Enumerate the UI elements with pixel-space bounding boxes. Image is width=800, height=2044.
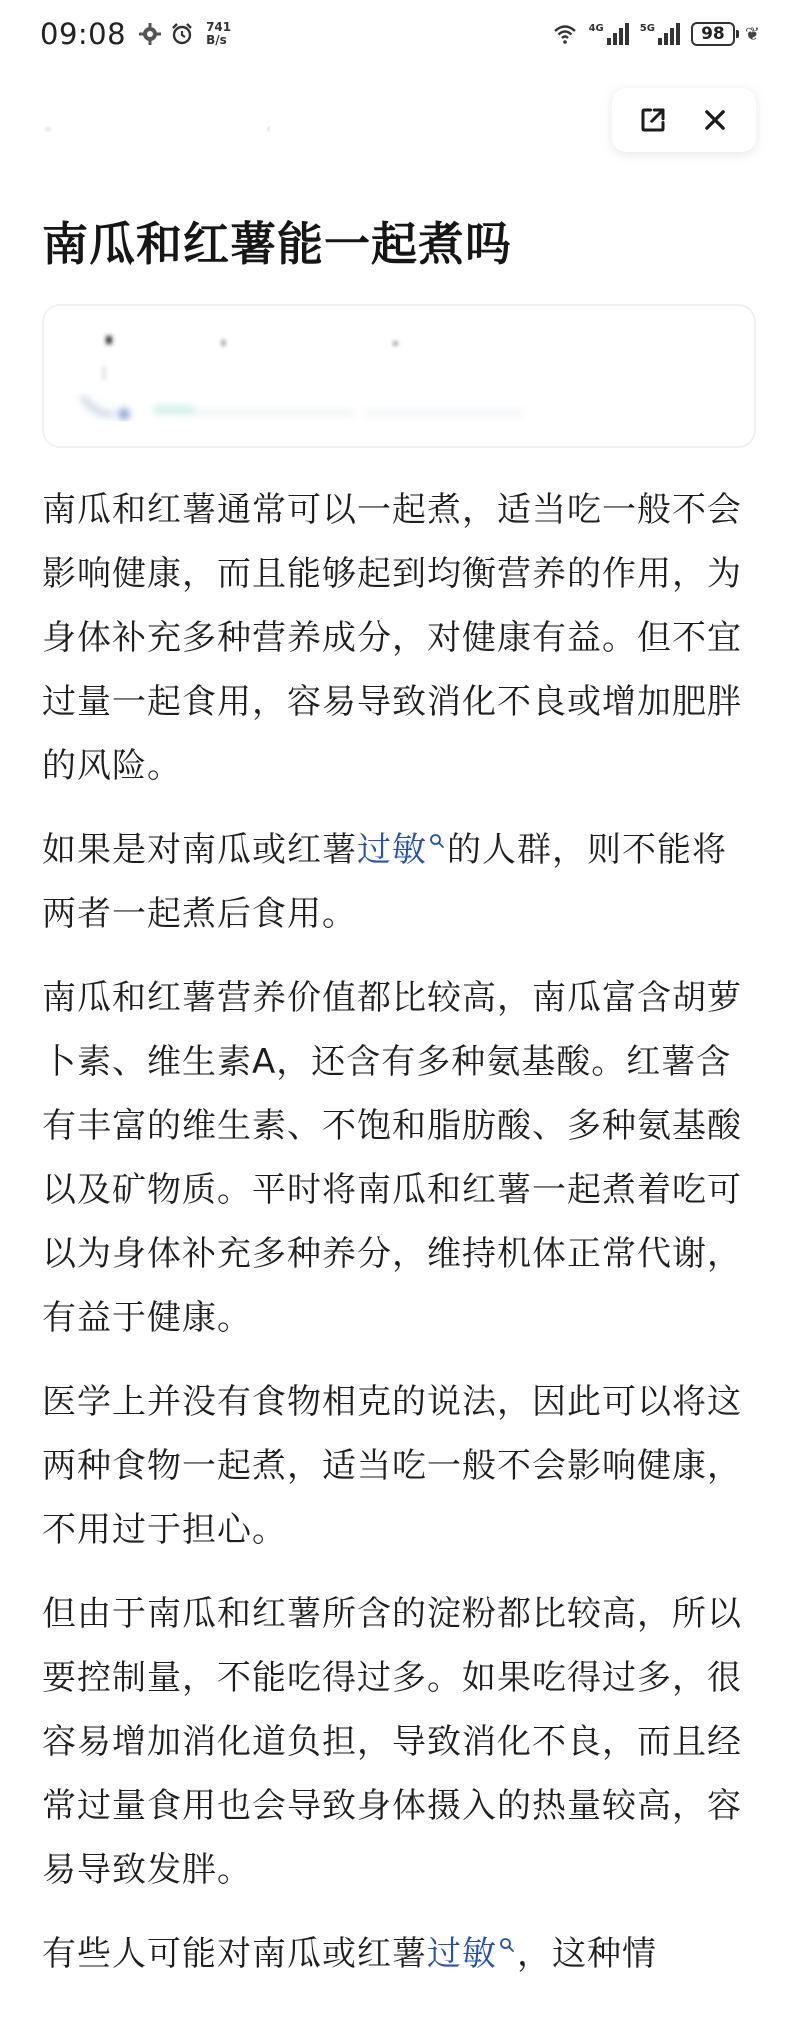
signal-bars-icon (606, 22, 630, 46)
paragraph-text: 有些人可能对南瓜或红薯 (42, 1934, 427, 1974)
net-speed (206, 21, 231, 47)
article-paragraph (42, 818, 758, 946)
article-paragraph: 南瓜和红薯通常可以一起煮，适当吃一般不会影响健康，而且能够起到均衡营养的作用，为身体补充多种营养成分，对健康有益。但不宜过量一起食用，容易导致消化不良或增加肥胖的风险。 (42, 490, 742, 786)
article-paragraph: 但由于南瓜和红薯所含的淀粉都比较高，所以要控制量，不能吃得过多。如果吃得过多，很容易增加消化道负担，导致消化不良，而且经常过量食用也会导致身体摄入的热量较高，容易导致发胖。 (42, 1594, 742, 1890)
battery-indicator (691, 22, 735, 46)
article-paragraph: 南瓜和红薯营养价值都比较高，南瓜富含胡萝卜素、维生素A，还含有多种氨基酸。红薯含有丰富的维生素、不饱和脂肪酸、多种氨基酸以及矿物质。平时将南瓜和红薯一起煮着吃可以为身体补充多种养分，维持机体正常代谢，有益于健康。 (42, 978, 742, 1338)
alarm-icon (170, 22, 194, 46)
close-icon (701, 106, 729, 134)
net-speed-unit: B/s (206, 33, 227, 47)
signal-4g-label: 4G (588, 23, 604, 34)
leaf-icon: ❦ (744, 23, 760, 45)
blurred-media-thumbnail (44, 306, 756, 448)
open-external-icon (638, 105, 668, 135)
allergy-link[interactable]: 过敏 (427, 1934, 497, 1974)
signal-5g-label: 5G (639, 23, 655, 34)
article-body (42, 478, 758, 2006)
signal-4g (589, 22, 630, 46)
page-title: 南瓜和红薯能一起煮吗 (42, 217, 512, 271)
blurred-media-card[interactable] (42, 304, 756, 448)
search-icon[interactable] (429, 833, 445, 849)
battery-level: 98 (701, 24, 725, 44)
close-button[interactable] (693, 98, 737, 142)
search-icon[interactable] (499, 1937, 515, 1953)
faint-header-remnant (40, 122, 270, 136)
status-right-icons (551, 22, 760, 46)
status-notification-icons (138, 21, 231, 47)
wifi-icon (551, 22, 579, 46)
article-paragraph (42, 1922, 758, 1986)
paragraph-text: 的人群，则不能将两者一起煮后食用。 (42, 830, 727, 934)
paragraph-text: ，这种情 (517, 1934, 657, 1974)
gear-icon (138, 22, 162, 46)
open-external-button[interactable] (631, 98, 675, 142)
action-card (612, 88, 756, 152)
status-time: 09:08 (40, 17, 127, 51)
status-bar (0, 0, 800, 68)
article-paragraph: 医学上并没有食物相克的说法，因此可以将这两种食物一起煮，适当吃一般不会影响健康，不用过于担心。 (42, 1382, 742, 1550)
allergy-link[interactable]: 过敏 (357, 830, 427, 870)
signal-5g (640, 22, 681, 46)
paragraph-text: 如果是对南瓜或红薯 (42, 830, 357, 870)
signal-bars-icon (657, 22, 681, 46)
net-speed-value: 741 (206, 20, 232, 34)
